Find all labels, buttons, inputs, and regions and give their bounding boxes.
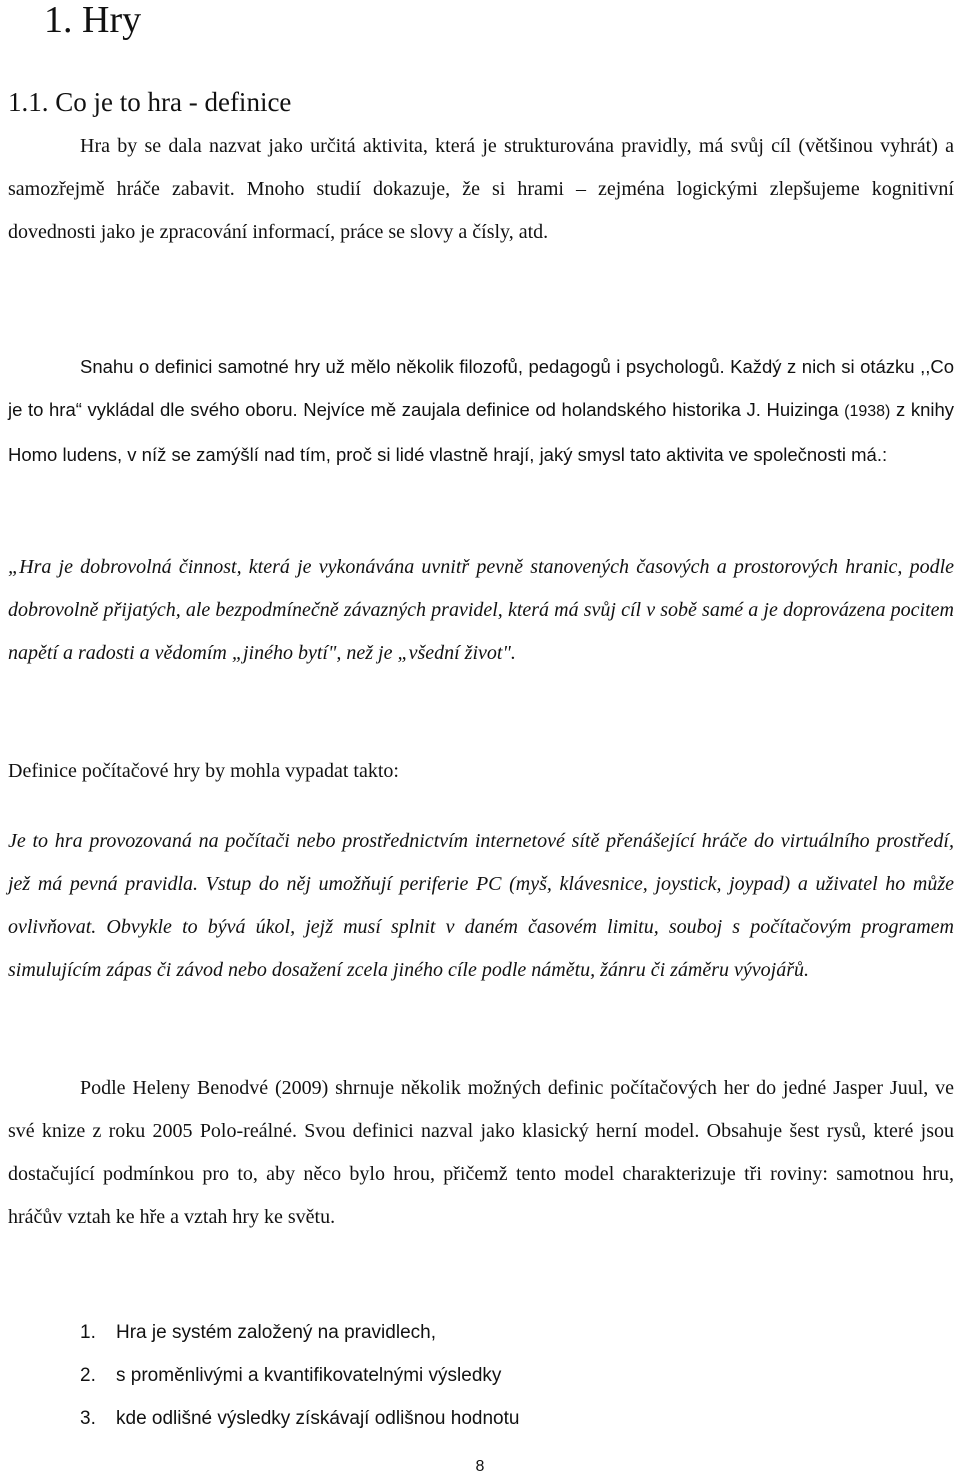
list-text: Hra je systém založený na pravidlech, — [116, 1322, 436, 1343]
huizinga-paragraph — [8, 345, 954, 476]
list-item — [80, 1311, 519, 1354]
computer-game-definition: Je to hra provozovaná na počítači nebo prostřednictvím internetové sítě přenášející hráče do virtuálního prostředí, jež má pevná pravidla. Vstup do něj umožňují periferie PC (myš, klávesnice, joystick, joypad) a uživatel ho může ovlivňovat. Obvykle to bývá úkol, jejž musí splnit v daném časovém limitu, souboj s počítačovým programem simulujícím zápas či závod nebo dosažení zcela jiného cíle podle námětu, žánru či záměru vývojářů. — [8, 830, 954, 981]
definition-intro: Definice počítačové hry by mohla vypadat takto: — [8, 760, 399, 782]
list-item — [80, 1397, 519, 1440]
huizinga-text-2: z knihy Homo ludens, v níž se zamýšlí nad tím, proč si lidé vlastně hrají, jaký smysl tato aktivita ve společnosti má.: — [8, 399, 955, 465]
intro-paragraph: Hra by se dala nazvat jako určitá aktivita, která je strukturována pravidly, má svůj cíl (většinou vyhrát) a samozřejmě hráče zabavit. Mnoho studií dokazuje, že si hrami – zejména logickými zlepšujeme kognitivní dovednosti jako je zpracování informací, práce se slovy a čísly, atd. — [8, 135, 954, 243]
section-heading: 1.1. Co je to hra - definice — [8, 87, 292, 117]
list-number: 3. — [80, 1408, 96, 1429]
huizinga-quote: „Hra je dobrovolná činnost, která je vykonávána uvnitř pevně stanovených časových a prostorových hranic, podle dobrovolně přijatých, ale bezpodmínečně závazných pravidel, která má svůj cíl v sobě samé a je doprovázena pocitem napětí a radosti a vědomím „jiného bytí", než je „všední život". — [8, 556, 954, 664]
chapter-heading: 1. Hry — [44, 0, 142, 41]
huizinga-text-1: Snahu o definici samotné hry už mělo několik filozofů, pedagogů i psychologů. Každý z nich si otázku ,,Co je to hra“ vykládal dle svého oboru. Nejvíce mě zaujala definice od holandského historika J. Huizinga — [8, 356, 954, 420]
list-item — [80, 1354, 519, 1397]
list-text: s proměnlivými a kvantifikovatelnými výsledky — [116, 1365, 502, 1386]
list-text: kde odlišné výsledky získávají odlišnou hodnotu — [116, 1408, 520, 1429]
huizinga-year: (1938) — [844, 403, 891, 420]
game-model-list — [80, 1311, 519, 1440]
list-number: 1. — [80, 1322, 96, 1343]
juul-paragraph: Podle Heleny Benodvé (2009) shrnuje několik možných definic počítačových her do jedné Jasper Juul, ve své knize z roku 2005 Polo-reálné. Svou definici nazval jako klasický herní model. Obsahuje šest rysů, které jsou dostačující podmínkou pro to, aby něco bylo hrou, přičemž tento model charakterizuje tři roviny: samotnou hru, hráčův vztah ke hře a vztah hry ke světu. — [8, 1077, 954, 1228]
list-number: 2. — [80, 1365, 96, 1386]
page-number: 8 — [475, 1458, 485, 1475]
